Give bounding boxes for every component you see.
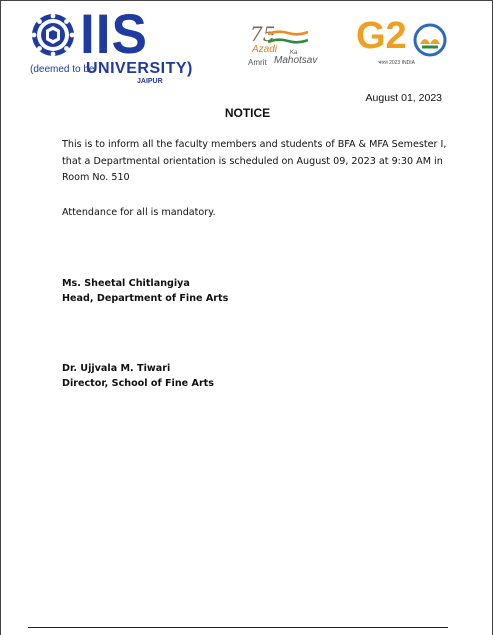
notice-date: August 01, 2023: [365, 92, 442, 104]
iis-city-text: JAIPUR: [137, 78, 163, 85]
g20-subtitle: भारत 2023 INDIA: [378, 60, 415, 66]
signatory-name: Ms. Sheetal Chitlangiya: [62, 278, 190, 289]
signatory-title: Head, Department of Fine Arts: [62, 293, 229, 304]
iis-deemed-text: (deemed to be: [30, 64, 95, 75]
notice-body: This is to inform all the faculty members and students of BFA & MFA Semester I, that a Departmental orientation is scheduled on August 09, 2023 at 9:30 AM in Room No. 510: [62, 139, 447, 183]
g20-wordmark: G2: [356, 15, 407, 57]
azadi-ka-word: Ka: [290, 50, 298, 56]
iis-wordmark: IIS: [80, 2, 148, 65]
g20-logo: [356, 15, 452, 72]
iis-university-logo: [30, 2, 193, 86]
signatory-block: [62, 276, 228, 306]
tricolor-flag-icon: [268, 30, 308, 44]
azadi-mahotsav-word: Mahotsav: [274, 55, 318, 66]
azadi-number: 75: [250, 22, 276, 46]
notice-title: NOTICE: [224, 106, 271, 120]
iis-university-text: UNIVERSITY): [86, 60, 193, 77]
g20-globe-lotus-icon: [412, 22, 448, 58]
footer-divider: [28, 627, 448, 628]
attendance-note: Attendance for all is mandatory.: [62, 207, 216, 218]
azadi-word: Azadi: [252, 44, 278, 55]
iis-emblem-icon: [30, 12, 76, 58]
signatory-name: Dr. Ujjvala M. Tiwari: [62, 363, 171, 374]
azadi-ka-amrit-mahotsav-logo: [244, 22, 328, 74]
signatory-block: [62, 361, 214, 391]
azadi-amrit-word: Amrit: [248, 58, 267, 67]
signatory-title: Director, School of Fine Arts: [62, 378, 214, 389]
